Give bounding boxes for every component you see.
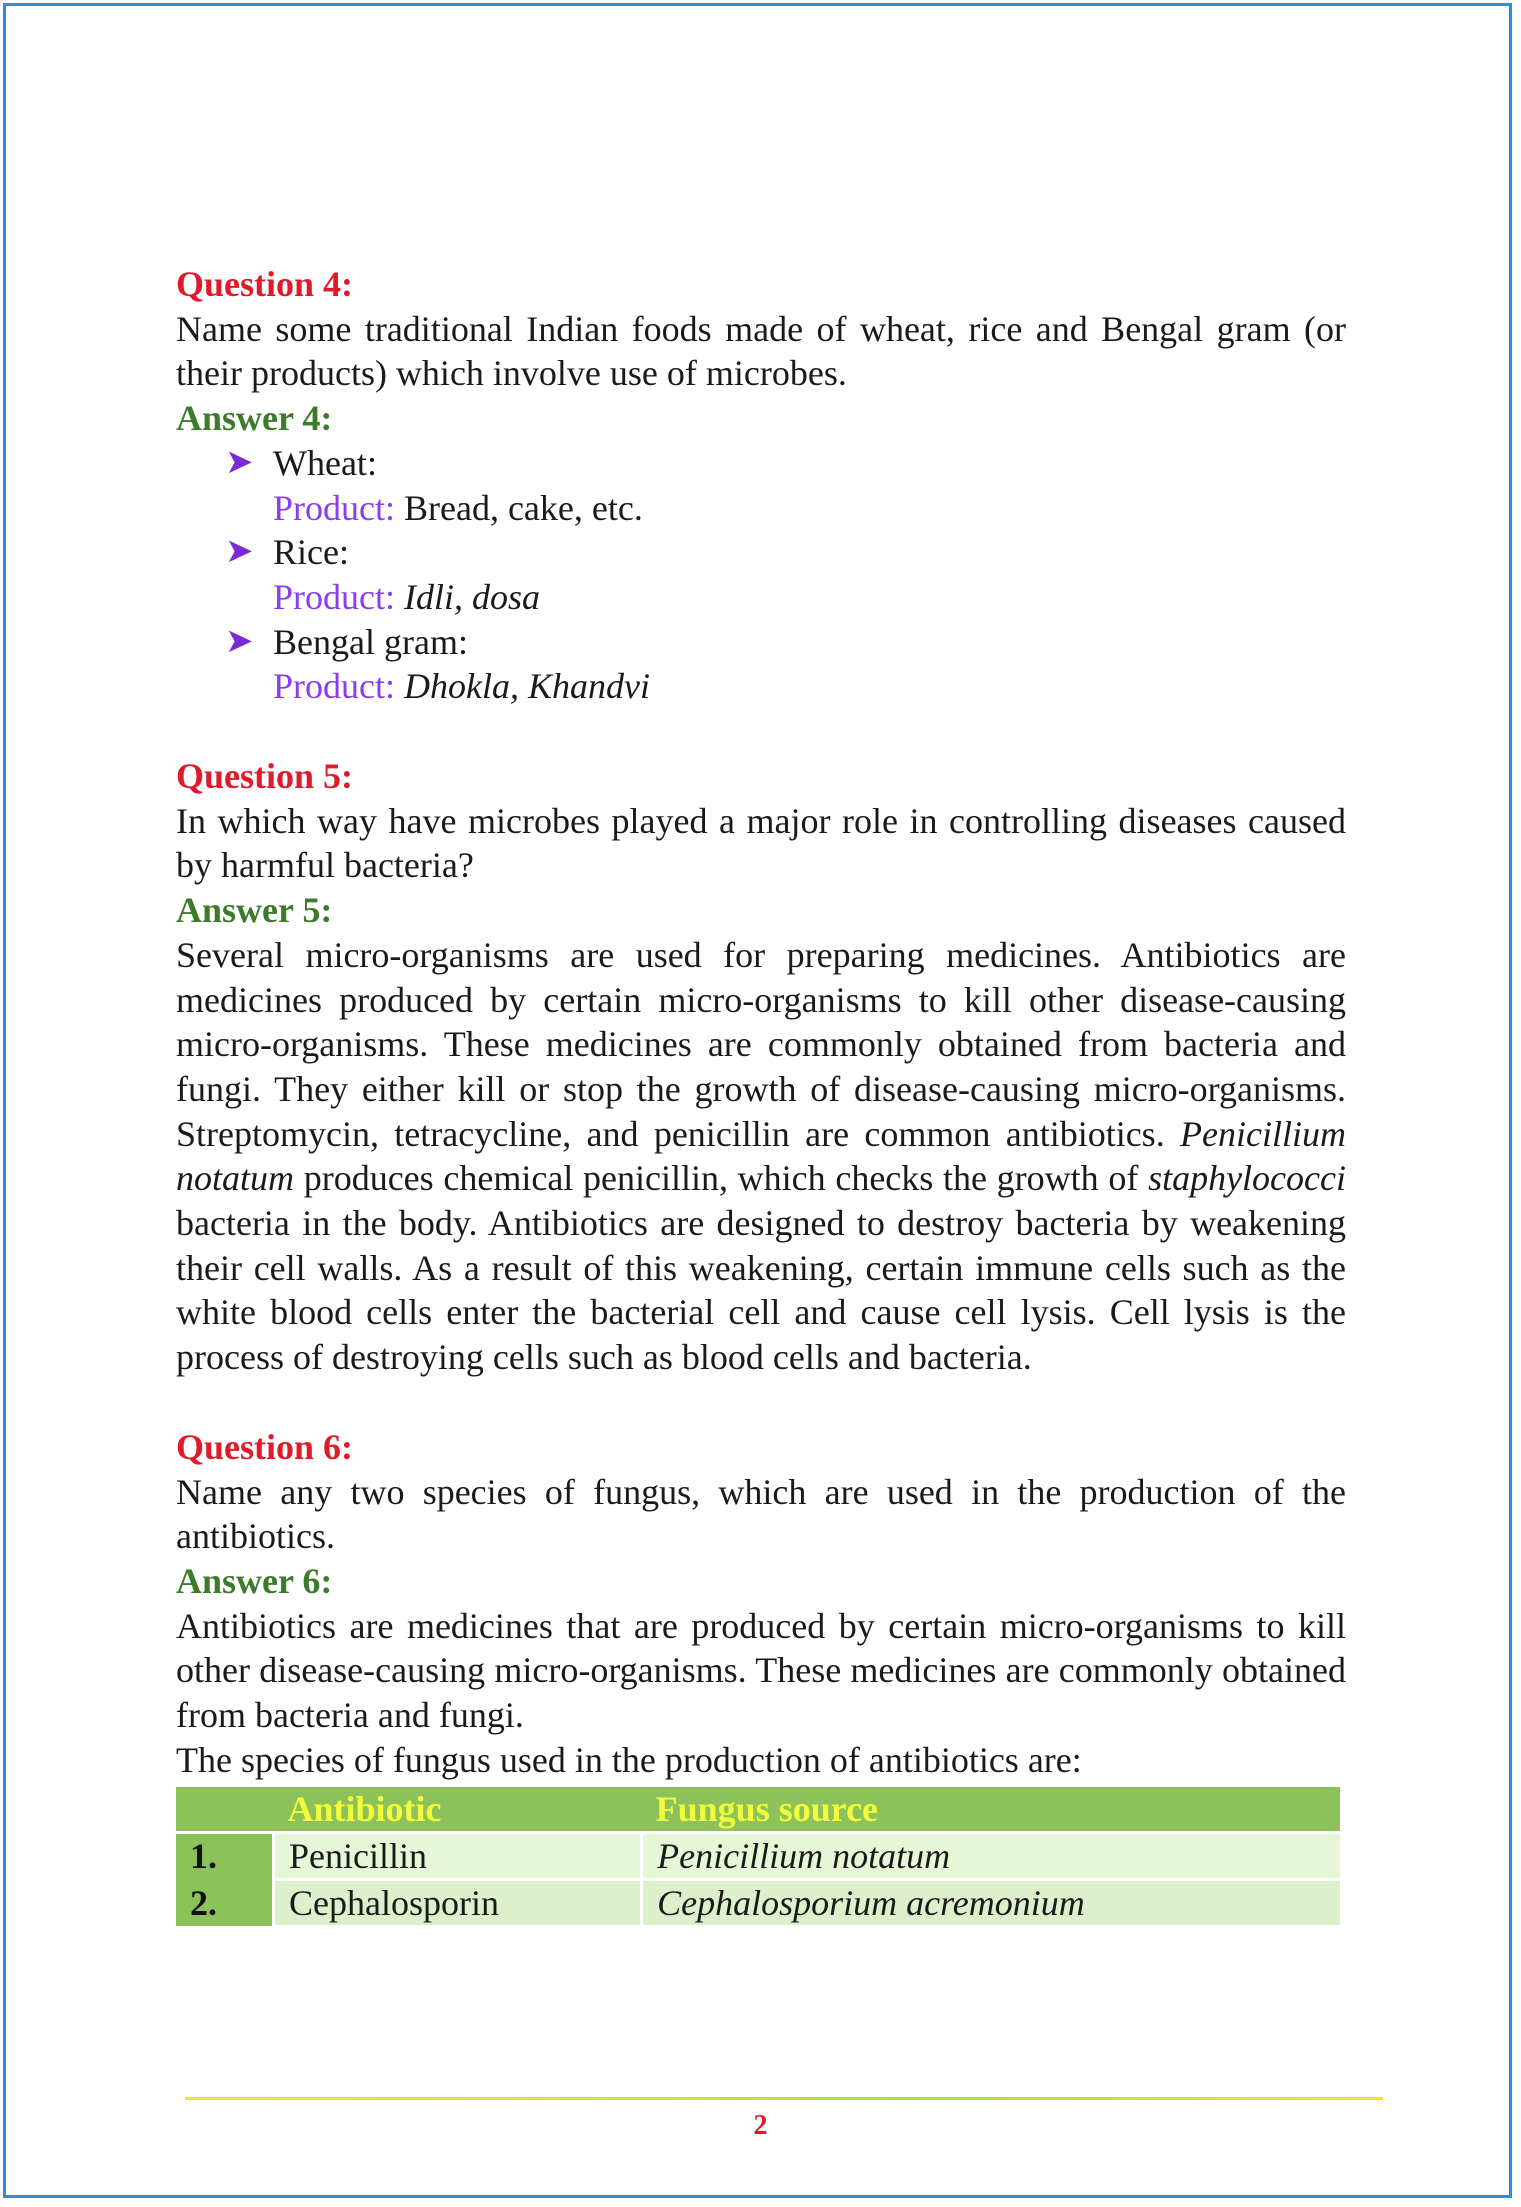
list-item-title: Rice: (273, 532, 349, 573)
answer-5-part1: Several micro-organisms are used for preparing medicines. Antibiotics are medicines produced by certain micro-organisms to kill other disease-causing micro-organisms. These medicines are commonly obtained from bacteria and fungi. They either kill or stop the growth of disease-causing micro-organisms. Streptomycin, tetracycline, and penicillin are common antibiotics. (176, 934, 1346, 1154)
table-header (176, 1787, 274, 1833)
question-4-heading: Question 4: (176, 264, 354, 304)
arrow-bullet-icon: ➤ (225, 443, 254, 481)
antibiotic-cell: Penicillin (274, 1832, 642, 1879)
product-value: Bread, cake, etc. (404, 487, 643, 528)
table-row (176, 1832, 1340, 1879)
product-value: Dhokla, Khandvi (404, 666, 650, 707)
question-5-text: In which way have microbes played a major role in controlling diseases caused by harmful bacteria? (176, 800, 1346, 886)
antibiotic-table (176, 1787, 1340, 1928)
answer-5-part3: bacteria in the body. Antibiotics are designed to destroy bacteria by weakening their cell walls. As a result of this weakening, certain immune cells such as the white blood cells enter the bacterial cell and cause cell lysis. Cell lysis is the process of destroying cells such as blood cells and bacteria. (176, 1203, 1346, 1378)
product-label: Product: (273, 576, 395, 617)
list-item-title: Wheat: (273, 442, 377, 483)
species-name: Cephalosporium acremonium (657, 1882, 1085, 1923)
list-item (225, 620, 1346, 709)
page-number: 2 (753, 2110, 768, 2141)
table-header-row (176, 1787, 1340, 1833)
answer-6-heading: Answer 6: (176, 1560, 333, 1601)
fungus-source-cell (642, 1879, 1340, 1926)
product-label: Product: (273, 487, 395, 528)
page-content (176, 262, 1346, 1928)
product-value: Idli, dosa (404, 576, 541, 617)
list-item-title: Bengal gram: (273, 621, 468, 662)
answer-4-list (225, 441, 1346, 709)
question-4-text: Name some traditional Indian foods made of wheat, rice and Bengal gram (or their products) which involve use of microbes. (176, 308, 1346, 394)
table-header: Antibiotic (274, 1787, 642, 1833)
question-6-text: Name any two species of fungus, which are used in the production of the antibiotics. (176, 1471, 1346, 1557)
species-name: staphylococci (1148, 1158, 1346, 1199)
species-name: Penicillium notatum (176, 1113, 1347, 1199)
table-row (176, 1879, 1340, 1926)
arrow-bullet-icon: ➤ (225, 533, 254, 571)
answer-6-table-intro: The species of fungus used in the production of antibiotics are: (176, 1739, 1082, 1780)
row-number: 1. (176, 1832, 274, 1879)
arrow-bullet-icon: ➤ (225, 622, 254, 660)
footer-divider (185, 2097, 1383, 2100)
species-name: Penicillium notatum (657, 1835, 951, 1876)
question-5-heading: Question 5: (176, 756, 354, 797)
table-header: Fungus source (642, 1787, 1340, 1833)
product-label: Product: (273, 666, 395, 707)
answer-6-text: Antibiotics are medicines that are produced by certain micro-organisms to kill other disease-causing micro-organisms. These medicines are commonly obtained from bacteria and fungi. (176, 1605, 1346, 1736)
answer-5-part2: produces chemical penicillin, which checks the growth of (303, 1158, 1139, 1199)
row-number: 2. (176, 1879, 274, 1926)
antibiotic-cell: Cephalosporin (274, 1879, 642, 1926)
answer-4-heading: Answer 4: (176, 398, 333, 439)
list-item (225, 530, 1346, 619)
question-6-heading: Question 6: (176, 1426, 354, 1467)
fungus-source-cell (642, 1832, 1340, 1879)
list-item (225, 441, 1346, 530)
answer-5-text (176, 933, 1346, 1380)
answer-5-heading: Answer 5: (176, 890, 333, 931)
